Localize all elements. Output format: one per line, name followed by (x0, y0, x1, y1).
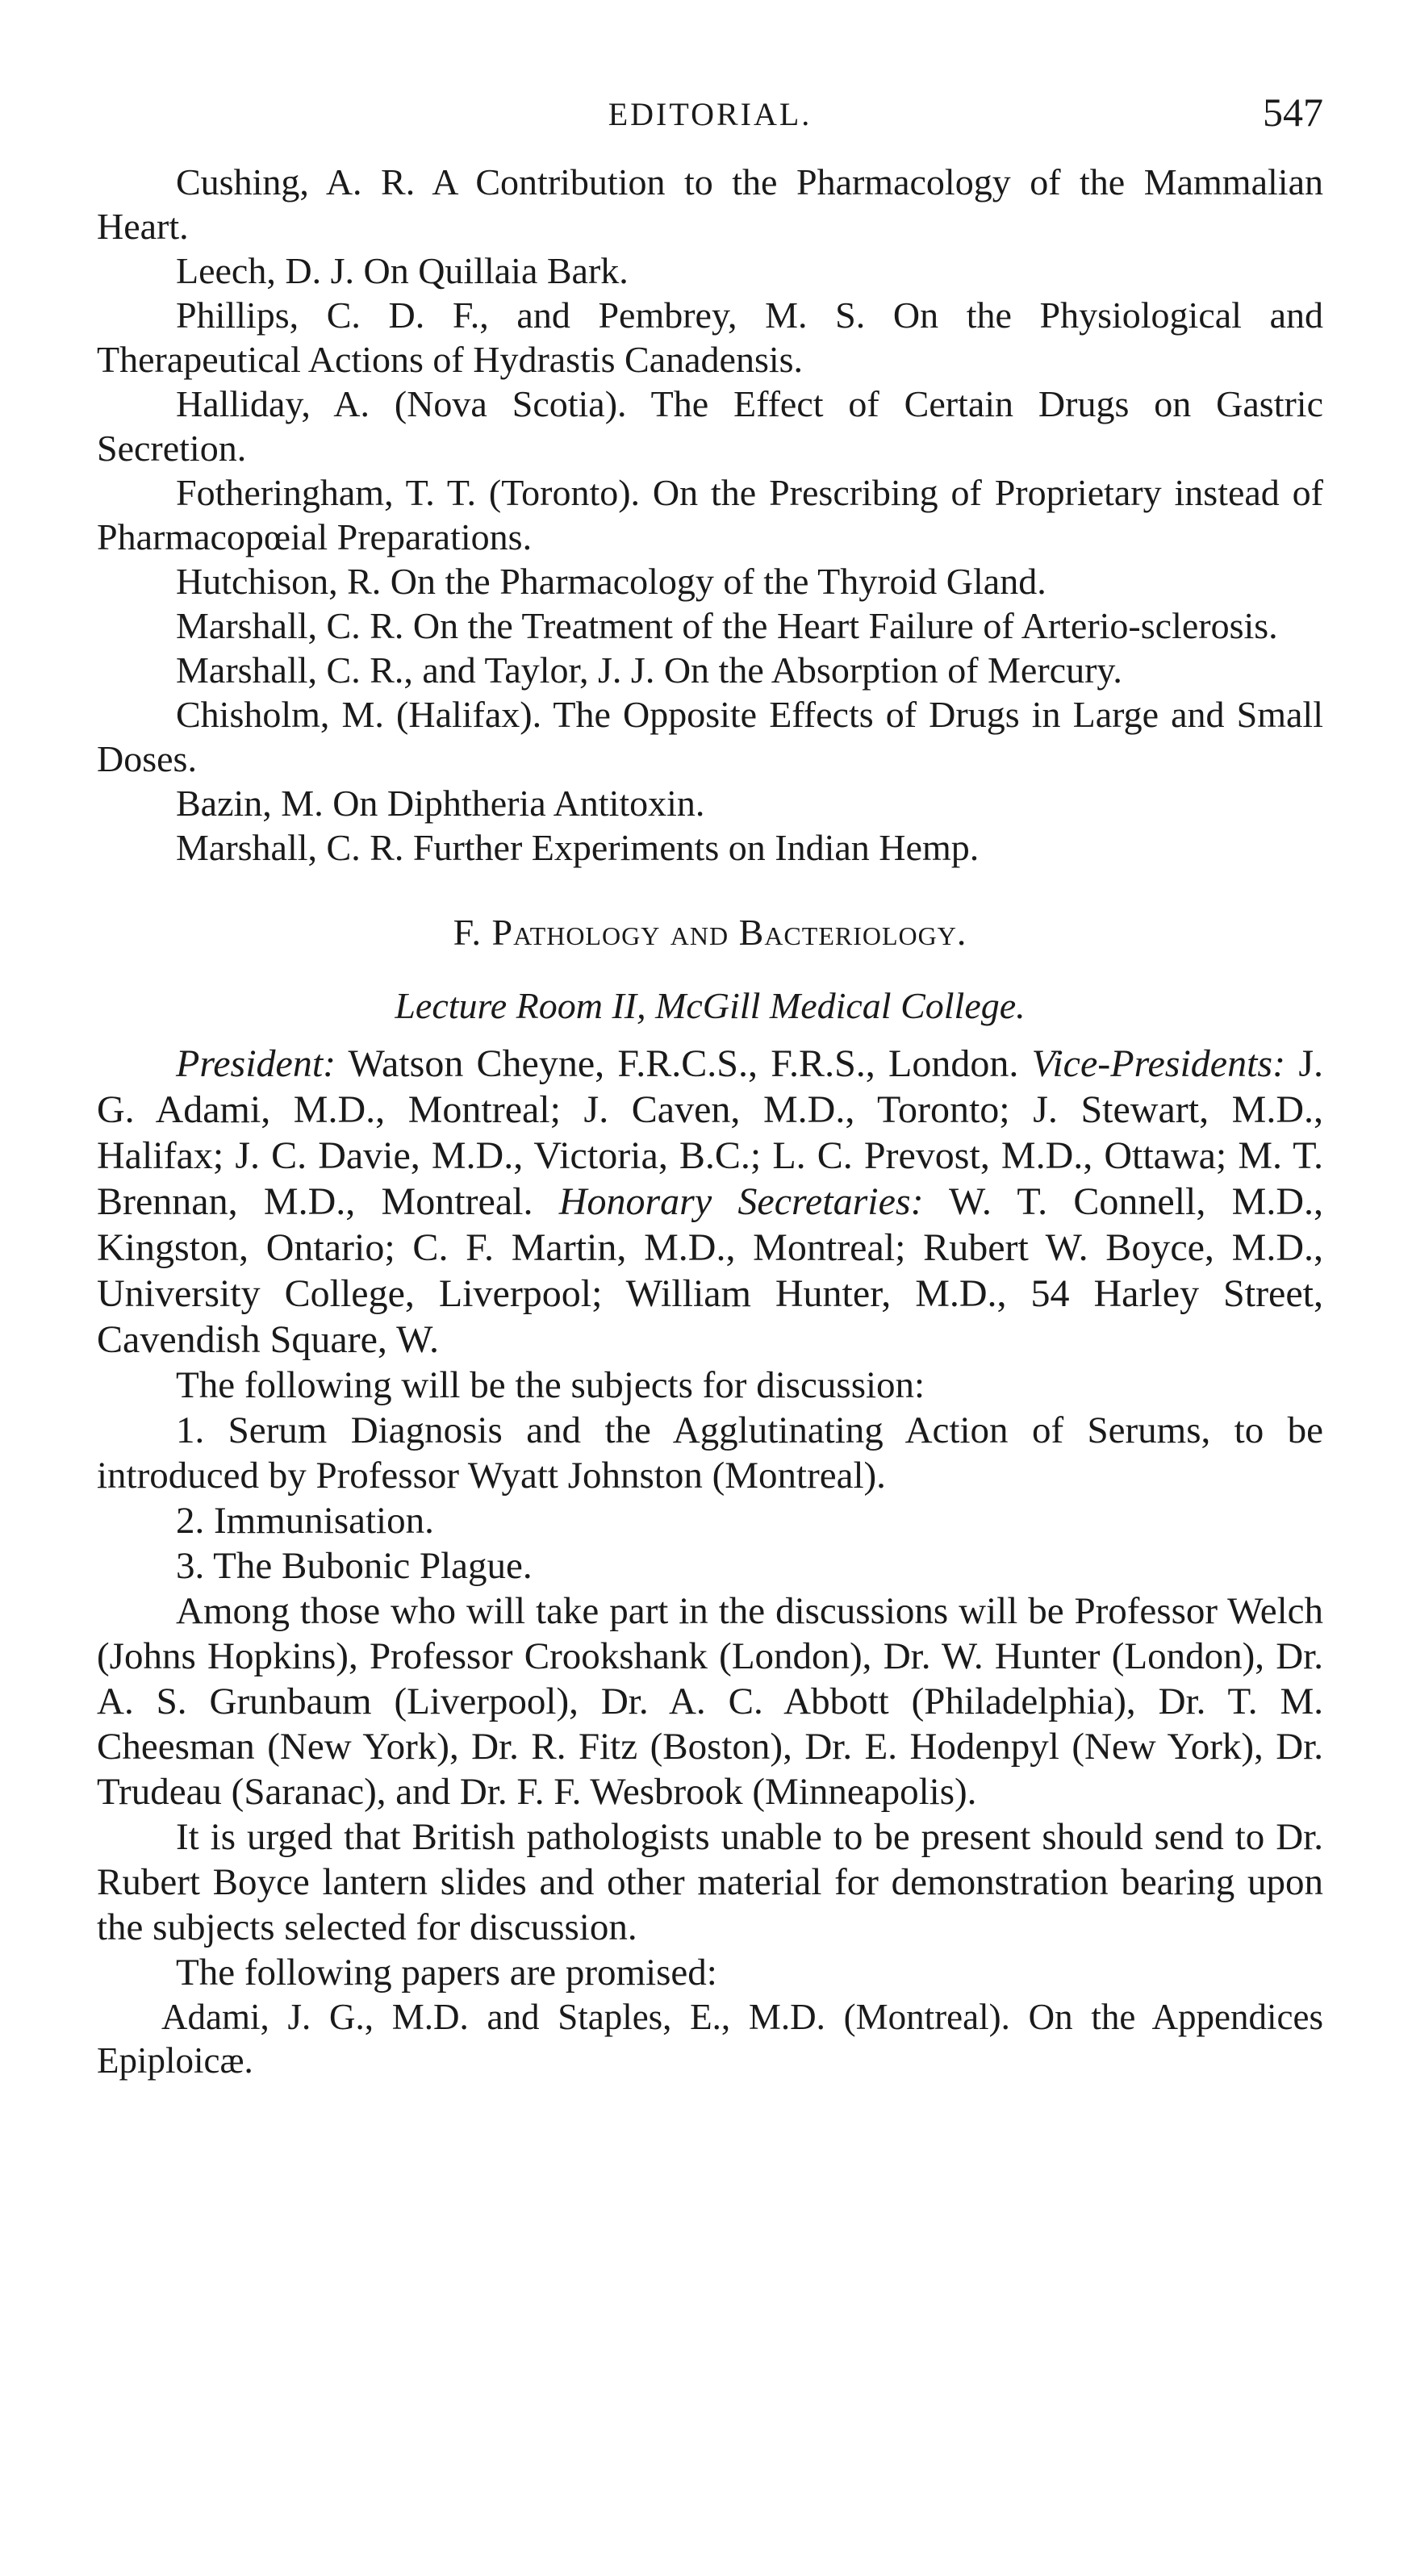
paper-entry: Fotheringham, T. T. (Toronto). On the Prescribing of Proprietary instead of Pharmacopœial Preparations. (97, 472, 1323, 557)
paper-entry: Chisholm, M. (Halifax). The Opposite Effects of Drugs in Large and Small Doses. (97, 694, 1323, 779)
paper-entry: Cushing, A. R. A Contribution to the Pharmacology of the Mammalian Heart. (97, 161, 1323, 247)
section-venue: Lecture Room II, McGill Medical College. (395, 985, 1026, 1026)
subject-item: 3. The Bubonic Plague. (176, 1545, 533, 1587)
page-number: 547 (1263, 90, 1323, 135)
participants-paragraph: Among those who will take part in the discussions will be Professor Welch (Johns Hopkins), Professor Crookshank (London), Dr. W. Hunter (London), Dr. A. S. Grunbaum (Liverpool), Dr. A. C. Abbott (Philadelphia), Dr. T. M. Cheesman (New York), Dr. R. Fitz (Boston), Dr. E. Hodenpyl (New York), Dr. Trudeau (Saranac), and Dr. F. F. Wesbrook (Minneapolis). (97, 1590, 1323, 1813)
paper-entry: Marshall, C. R., and Taylor, J. J. On the Absorption of Mercury. (176, 649, 1122, 691)
document-page (97, 81, 1323, 2082)
subject-item: 2. Immunisation. (176, 1500, 434, 1542)
papers-intro: The following papers are promised: (176, 1952, 717, 1994)
section-heading: F. Pathology and Bacteriology. (453, 912, 967, 953)
vice-presidents-text: J. G. Adami, M.D., Montreal; J. Caven, M.D., Toronto; J. Stewart, M.D., Halifax; J. C. Davie, M.D., Victoria, B.C.; L. C. Prevost, M.D., Ottawa; M. T. Brennan, M.D., Montreal. (97, 1042, 1324, 1223)
pharmacology-paper-list (97, 160, 1323, 870)
secretaries-label: Honorary Secretaries: (558, 1180, 924, 1223)
promised-paper-entry: Adami, J. G., M.D. and Staples, E., M.D. (Montreal). On the Appendices Epiploicæ. (97, 1997, 1323, 2081)
secretaries-text: W. T. Connell, M.D., Kingston, Ontario; C. F. Martin, M.D., Montreal; Rubert W. Boyce, M.D., University College, Liverpool; William Hunter, M.D., 54 Harley Street, Cavendish Square, W. (97, 1180, 1323, 1361)
president-text: Watson Cheyne, F.R.C.S., F.R.S., London. (336, 1042, 1032, 1085)
paper-entry: Halliday, A. (Nova Scotia). The Effect of Certain Drugs on Gastric Secretion. (97, 383, 1323, 469)
paper-entry: Marshall, C. R. On the Treatment of the Heart Failure of Arterio-sclerosis. (176, 605, 1278, 646)
subjects-intro: The following will be the subjects for discussion: (176, 1364, 925, 1406)
running-header (97, 81, 1323, 145)
paper-entry: Marshall, C. R. Further Experiments on Indian Hemp. (176, 827, 980, 868)
paper-entry: Phillips, C. D. F., and Pembrey, M. S. On the Physiological and Therapeutical Actions of Hydrastis Canadensis. (97, 294, 1323, 380)
paper-entry: Bazin, M. On Diphtheria Antitoxin. (176, 783, 705, 824)
paper-entry: Leech, D. J. On Quillaia Bark. (176, 250, 629, 291)
urging-paragraph: It is urged that British pathologists unable to be present should send to Dr. Rubert Boyce lantern slides and other material for demonstration bearing upon the subjects selected for discussion. (97, 1816, 1323, 1948)
officers-paragraph (97, 1041, 1323, 1363)
paper-entry: Hutchison, R. On the Pharmacology of the Thyroid Gland. (176, 561, 1046, 602)
vice-presidents-label: Vice-Presidents: (1031, 1042, 1286, 1085)
president-label: President: (176, 1042, 336, 1085)
subject-item: 1. Serum Diagnosis and the Agglutinating Action of Serums, to be introduced by Professor Wyatt Johnston (Montreal). (97, 1409, 1323, 1497)
running-title: EDITORIAL. (608, 96, 813, 132)
